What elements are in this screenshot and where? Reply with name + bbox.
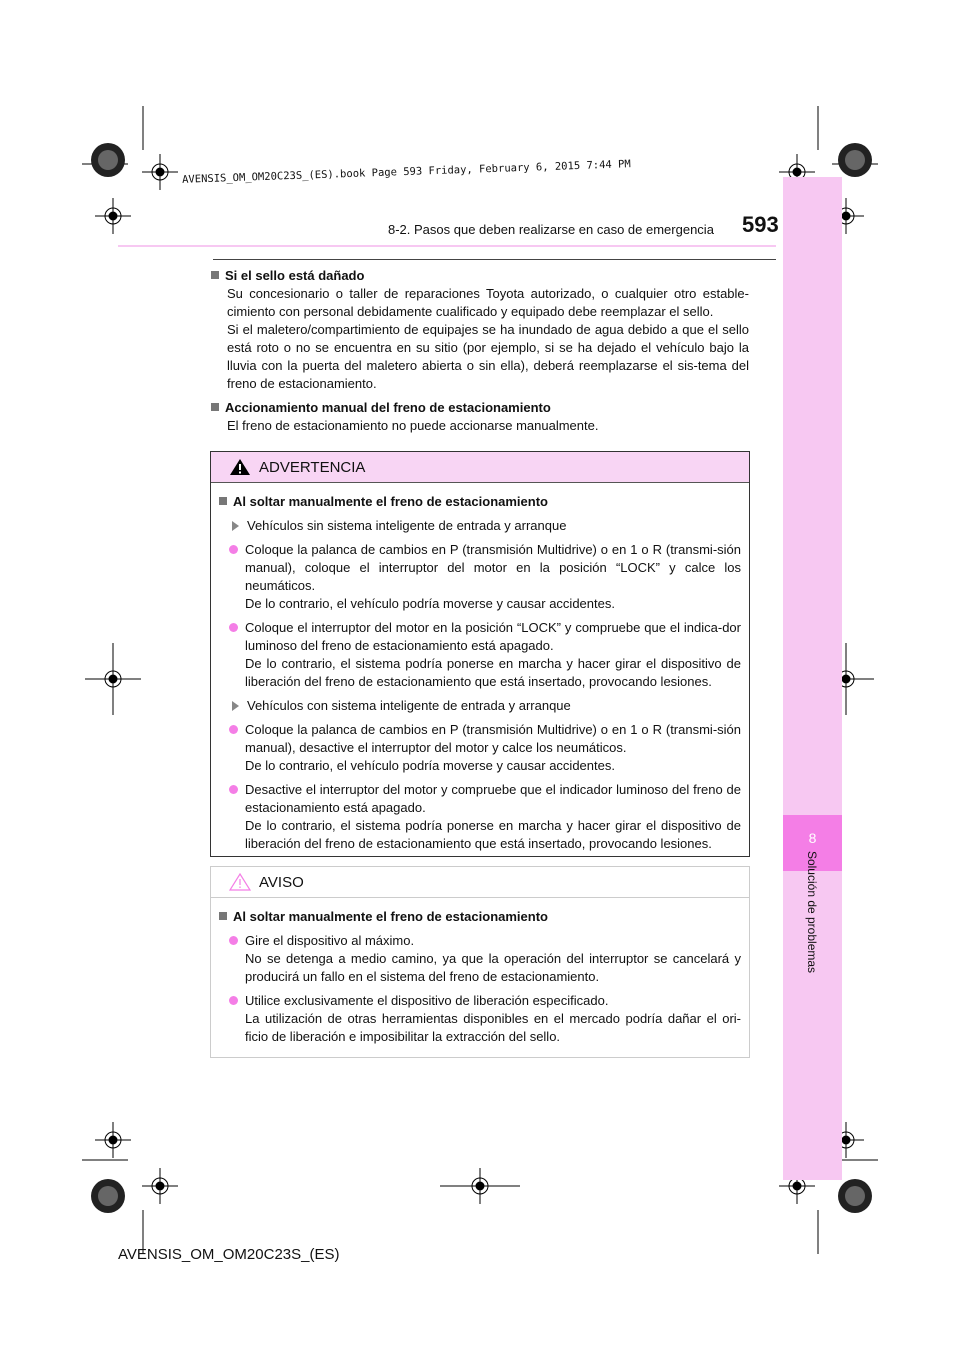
warning-header [211, 452, 749, 483]
paragraph: Su concesionario o taller de reparaciones Toyota autorizado, o cualquier otro estable-cimiento con personal debidamente cualificado y equipado debe reemplazar el sello. [227, 286, 749, 319]
book-info-line: AVENSIS_OM_OM20C23S_(ES).book Page 593 Friday, February 6, 2015 7:44 PM [181, 158, 631, 186]
bullet-dot-icon [229, 623, 238, 632]
subhead-sello-danado: Si el sello está dañado [211, 267, 749, 285]
notice-box [210, 866, 750, 1058]
bullet-dot-icon [229, 545, 238, 554]
subhead-accionamiento: Accionamiento manual del freno de estacionamiento [211, 399, 749, 417]
notice-bullet: Utilice exclusivamente el dispositivo de liberación especificado. La utilización de otras herramientas disponibles en el mercado podría dañar el ori-ficio de liberación e imposibilitar la extracción del sello. [219, 992, 741, 1046]
header-divider [118, 245, 776, 247]
notice-header [211, 867, 749, 898]
warning-subtitle: Al soltar manualmente el freno de estacionamiento [219, 493, 741, 511]
warning-triangle-icon [229, 458, 251, 476]
square-bullet-icon [211, 271, 219, 279]
triangle-bullet-icon [232, 701, 239, 711]
section-title: 8-2. Pasos que deben realizarse en caso de emergencia [388, 222, 714, 237]
triangle-bullet-icon [232, 521, 239, 531]
warning-bullet: Coloque la palanca de cambios en P (transmisión Multidrive) o en 1 o R (transmi-sión manual), coloque el interruptor del motor en la posición “LOCK” y calce los neumáticos. De lo contrario, el vehículo podría moverse y causar accidentes. [219, 541, 741, 613]
content-rule [213, 259, 776, 260]
caution-triangle-icon [229, 873, 251, 891]
warning-label: ADVERTENCIA [259, 458, 366, 476]
warning-bullet: Coloque el interruptor del motor en la posición “LOCK” y compruebe que el indica-dor luminoso del freno de estacionamiento está apagado. De lo contrario, el sistema podría ponerse en marcha y hacer girar el dispositivo de liberación del freno de estacionamiento que está insertado, provocando lesiones. [219, 619, 741, 691]
notice-bullet: Gire el dispositivo al máximo. No se detenga a medio camino, ya que la operación del interruptor se cancelará y producirá un fallo en el sistema del freno de estacionamiento. [219, 932, 741, 986]
notice-subtitle: Al soltar manualmente el freno de estacionamiento [219, 908, 741, 926]
warning-group-1: Vehículos sin sistema inteligente de entrada y arranque [219, 517, 741, 535]
chapter-number: 8 [808, 830, 817, 846]
square-bullet-icon [219, 497, 227, 505]
footer-code: AVENSIS_OM_OM20C23S_(ES) [118, 1246, 340, 1263]
chapter-title: Solución de problemas [805, 850, 819, 974]
square-bullet-icon [219, 912, 227, 920]
bullet-dot-icon [229, 936, 238, 945]
warning-bullet: Coloque la palanca de cambios en P (transmisión Multidrive) o en 1 o R (transmi-sión manual), desactive el interruptor del motor y calce los neumáticos. De lo contrario, el vehículo podría moverse y causar accidentes. [219, 721, 741, 775]
notice-label: AVISO [259, 873, 304, 891]
paragraph: El freno de estacionamiento no puede accionarse manualmente. [227, 418, 599, 433]
chapter-sidebar [783, 177, 842, 1180]
page-number: 593 [742, 212, 779, 237]
bullet-dot-icon [229, 996, 238, 1005]
main-content [211, 267, 749, 435]
bullet-dot-icon [229, 785, 238, 794]
paragraph: Si el maletero/compartimiento de equipajes se ha inundado de agua debido a que el sello está roto o no se encuentra en su sitio (por ejemplo, si se ha dejado el vehículo bajo la lluvia con la puerta del maletero abierta o sin ella), deberá reemplazarse el sis-tema del freno de estacionamiento. [227, 322, 749, 391]
bullet-dot-icon [229, 725, 238, 734]
warning-box [210, 451, 750, 857]
warning-group-2: Vehículos con sistema inteligente de entrada y arranque [219, 697, 741, 715]
warning-bullet: Desactive el interruptor del motor y compruebe que el indicador luminoso del freno de estacionamiento está apagado. De lo contrario, el sistema podría ponerse en marcha y hacer girar el dispositivo de liberación del freno de estacionamiento que está insertado, provocando lesiones. [219, 781, 741, 853]
square-bullet-icon [211, 403, 219, 411]
